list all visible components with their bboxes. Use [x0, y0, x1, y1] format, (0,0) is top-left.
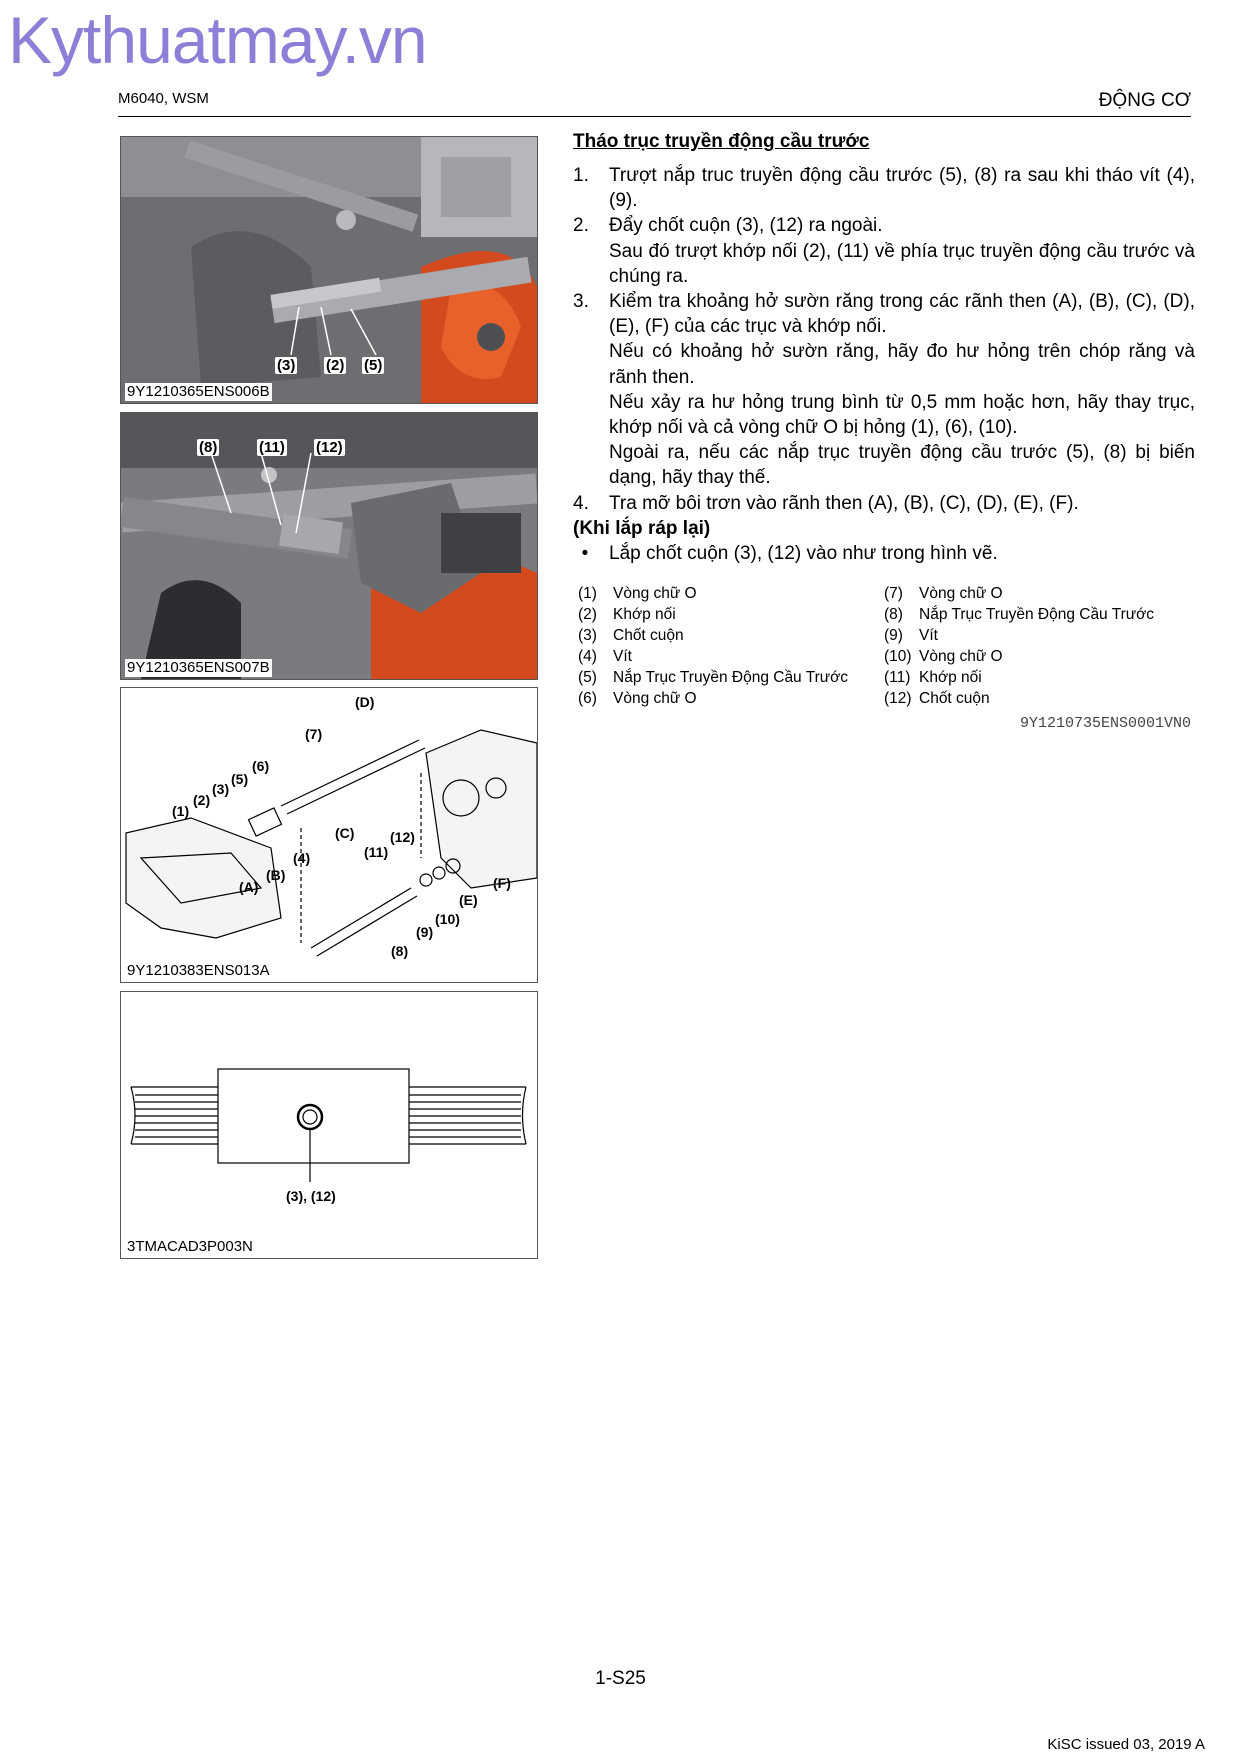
label-12: (12) [390, 829, 415, 845]
procedure [573, 163, 1195, 566]
step-text: Trượt nắp truc truyền động cầu trước (5), (8) ra sau khi tháo vít (4),(9). [609, 165, 1195, 212]
figure-photo-2 [120, 412, 538, 680]
legend-item: (2) Khớp nối [578, 606, 676, 623]
step-3 [573, 289, 1195, 491]
legend-left [578, 583, 848, 709]
right-spline-lines [409, 1087, 526, 1144]
callout-11: (11) [259, 439, 285, 456]
watermark: Kythuatmay.vn [8, 3, 427, 77]
label-3: (3) [212, 781, 230, 797]
figure-code: 3TMACAD3P003N [127, 1238, 253, 1255]
header-model: M6040, WSM [118, 90, 209, 107]
legend-item: (12) Chốt cuộn [884, 690, 990, 707]
step-4 [573, 491, 1195, 516]
legend-right [884, 583, 1154, 709]
label-2: (2) [193, 792, 211, 808]
label-7: (7) [305, 726, 323, 742]
document-code: 9Y1210735ENS0001VN0 [1019, 715, 1191, 732]
step-text: Tra mỡ bôi trơn vào rãnh then (A), (B), (C), (D), (E), (F). [609, 492, 1079, 514]
legend-item: (1) Vòng chữ O [578, 585, 697, 602]
callout-2: (2) [326, 357, 345, 374]
label-pin: (3), (12) [286, 1188, 336, 1204]
label-D: (D) [355, 694, 375, 710]
step-text: Ngoài ra, nếu các nắp trục truyền động cầu trước (5), (8) bị biến dạng, hãy thay thế. [609, 442, 1195, 489]
step-number: 1. [573, 165, 589, 186]
label-A: (A) [239, 879, 259, 895]
issue-info: KiSC issued 03, 2019 A [1047, 1736, 1205, 1753]
figure-exploded-diagram [120, 687, 538, 983]
step-2 [573, 213, 1195, 289]
legend-item: (9) Vít [884, 627, 938, 644]
label-1: (1) [172, 803, 190, 819]
header-section: ĐỘNG CƠ [1098, 90, 1191, 111]
callout-8: (8) [199, 439, 218, 456]
callout-5: (5) [364, 357, 383, 374]
legend-item: (7) Vòng chữ O [884, 585, 1003, 602]
step-number: 2. [573, 215, 589, 237]
left-spline-lines [131, 1087, 218, 1144]
figure-code: 9Y1210383ENS013A [127, 962, 270, 979]
label-4: (4) [293, 850, 311, 866]
legend-item: (10) Vòng chữ O [884, 648, 1003, 665]
step-text: Kiểm tra khoảng hở sườn răng trong các rãnh then (A), (B), (C), (D), (E), (F) của các trục và khớp nối. [609, 291, 1195, 338]
step-1 [573, 163, 1195, 213]
step-number: 4. [573, 492, 589, 514]
step-text: Sau đó trượt khớp nối (2), (11) về phía trục truyền động cầu trước và chúng ra. [609, 240, 1195, 287]
callout-12: (12) [316, 439, 343, 456]
coupling-pin-drawing [121, 992, 537, 1258]
label-8: (8) [391, 943, 409, 959]
reassembly-title: (Khi lắp ráp lại) [573, 517, 711, 539]
figure-code: 9Y1210365ENS006B [127, 383, 270, 400]
label-10: (10) [435, 911, 460, 927]
label-6: (6) [252, 758, 270, 774]
step-number: 3. [573, 291, 589, 313]
reassembly-bullet [573, 541, 1195, 566]
legend-item: (8) Nắp Trục Truyền Động Cầu Trước [884, 606, 1155, 623]
page-number: 1-S25 [595, 1668, 646, 1689]
reassembly-text: Lắp chốt cuộn (3), (12) vào như trong hình vẽ. [609, 543, 998, 565]
section-title: Tháo trục truyền động cầu trước [573, 131, 870, 152]
legend-item: (4) Vít [578, 648, 632, 665]
legend-item: (6) Vòng chữ O [578, 690, 697, 707]
label-B: (B) [266, 867, 286, 883]
label-C: (C) [335, 825, 355, 841]
label-5: (5) [231, 771, 249, 787]
step-text: Nếu xảy ra hư hỏng trung bình từ 0,5 mm hoặc hơn, hãy thay trục, khớp nối và cả vòng chữ O bị hỏng (1), (6), (10). [609, 391, 1195, 439]
label-9: (9) [416, 924, 434, 940]
exploded-view-drawing [121, 688, 537, 982]
label-F: (F) [493, 875, 511, 891]
legend-item: (3) Chốt cuộn [578, 627, 684, 644]
bullet-icon: • [581, 543, 589, 565]
step-text: Đẩy chốt cuộn (3), (12) ra ngoài. [609, 215, 883, 237]
figure-code: 9Y1210365ENS007B [127, 659, 270, 676]
header-rule [118, 116, 1191, 117]
legend-item: (11) Khớp nối [884, 669, 982, 686]
figure-photo-1 [120, 136, 538, 404]
callout-3: (3) [277, 357, 296, 374]
legend-item: (5) Nắp Trục Truyền Động Cầu Trước [578, 669, 849, 686]
label-11: (11) [364, 844, 389, 860]
label-E: (E) [459, 892, 478, 908]
figure-pin-diagram [120, 991, 538, 1259]
step-text: Nếu có khoảng hở sườn răng, hãy đo hư hỏng trên chóp răng và rãnh then. [609, 341, 1195, 388]
